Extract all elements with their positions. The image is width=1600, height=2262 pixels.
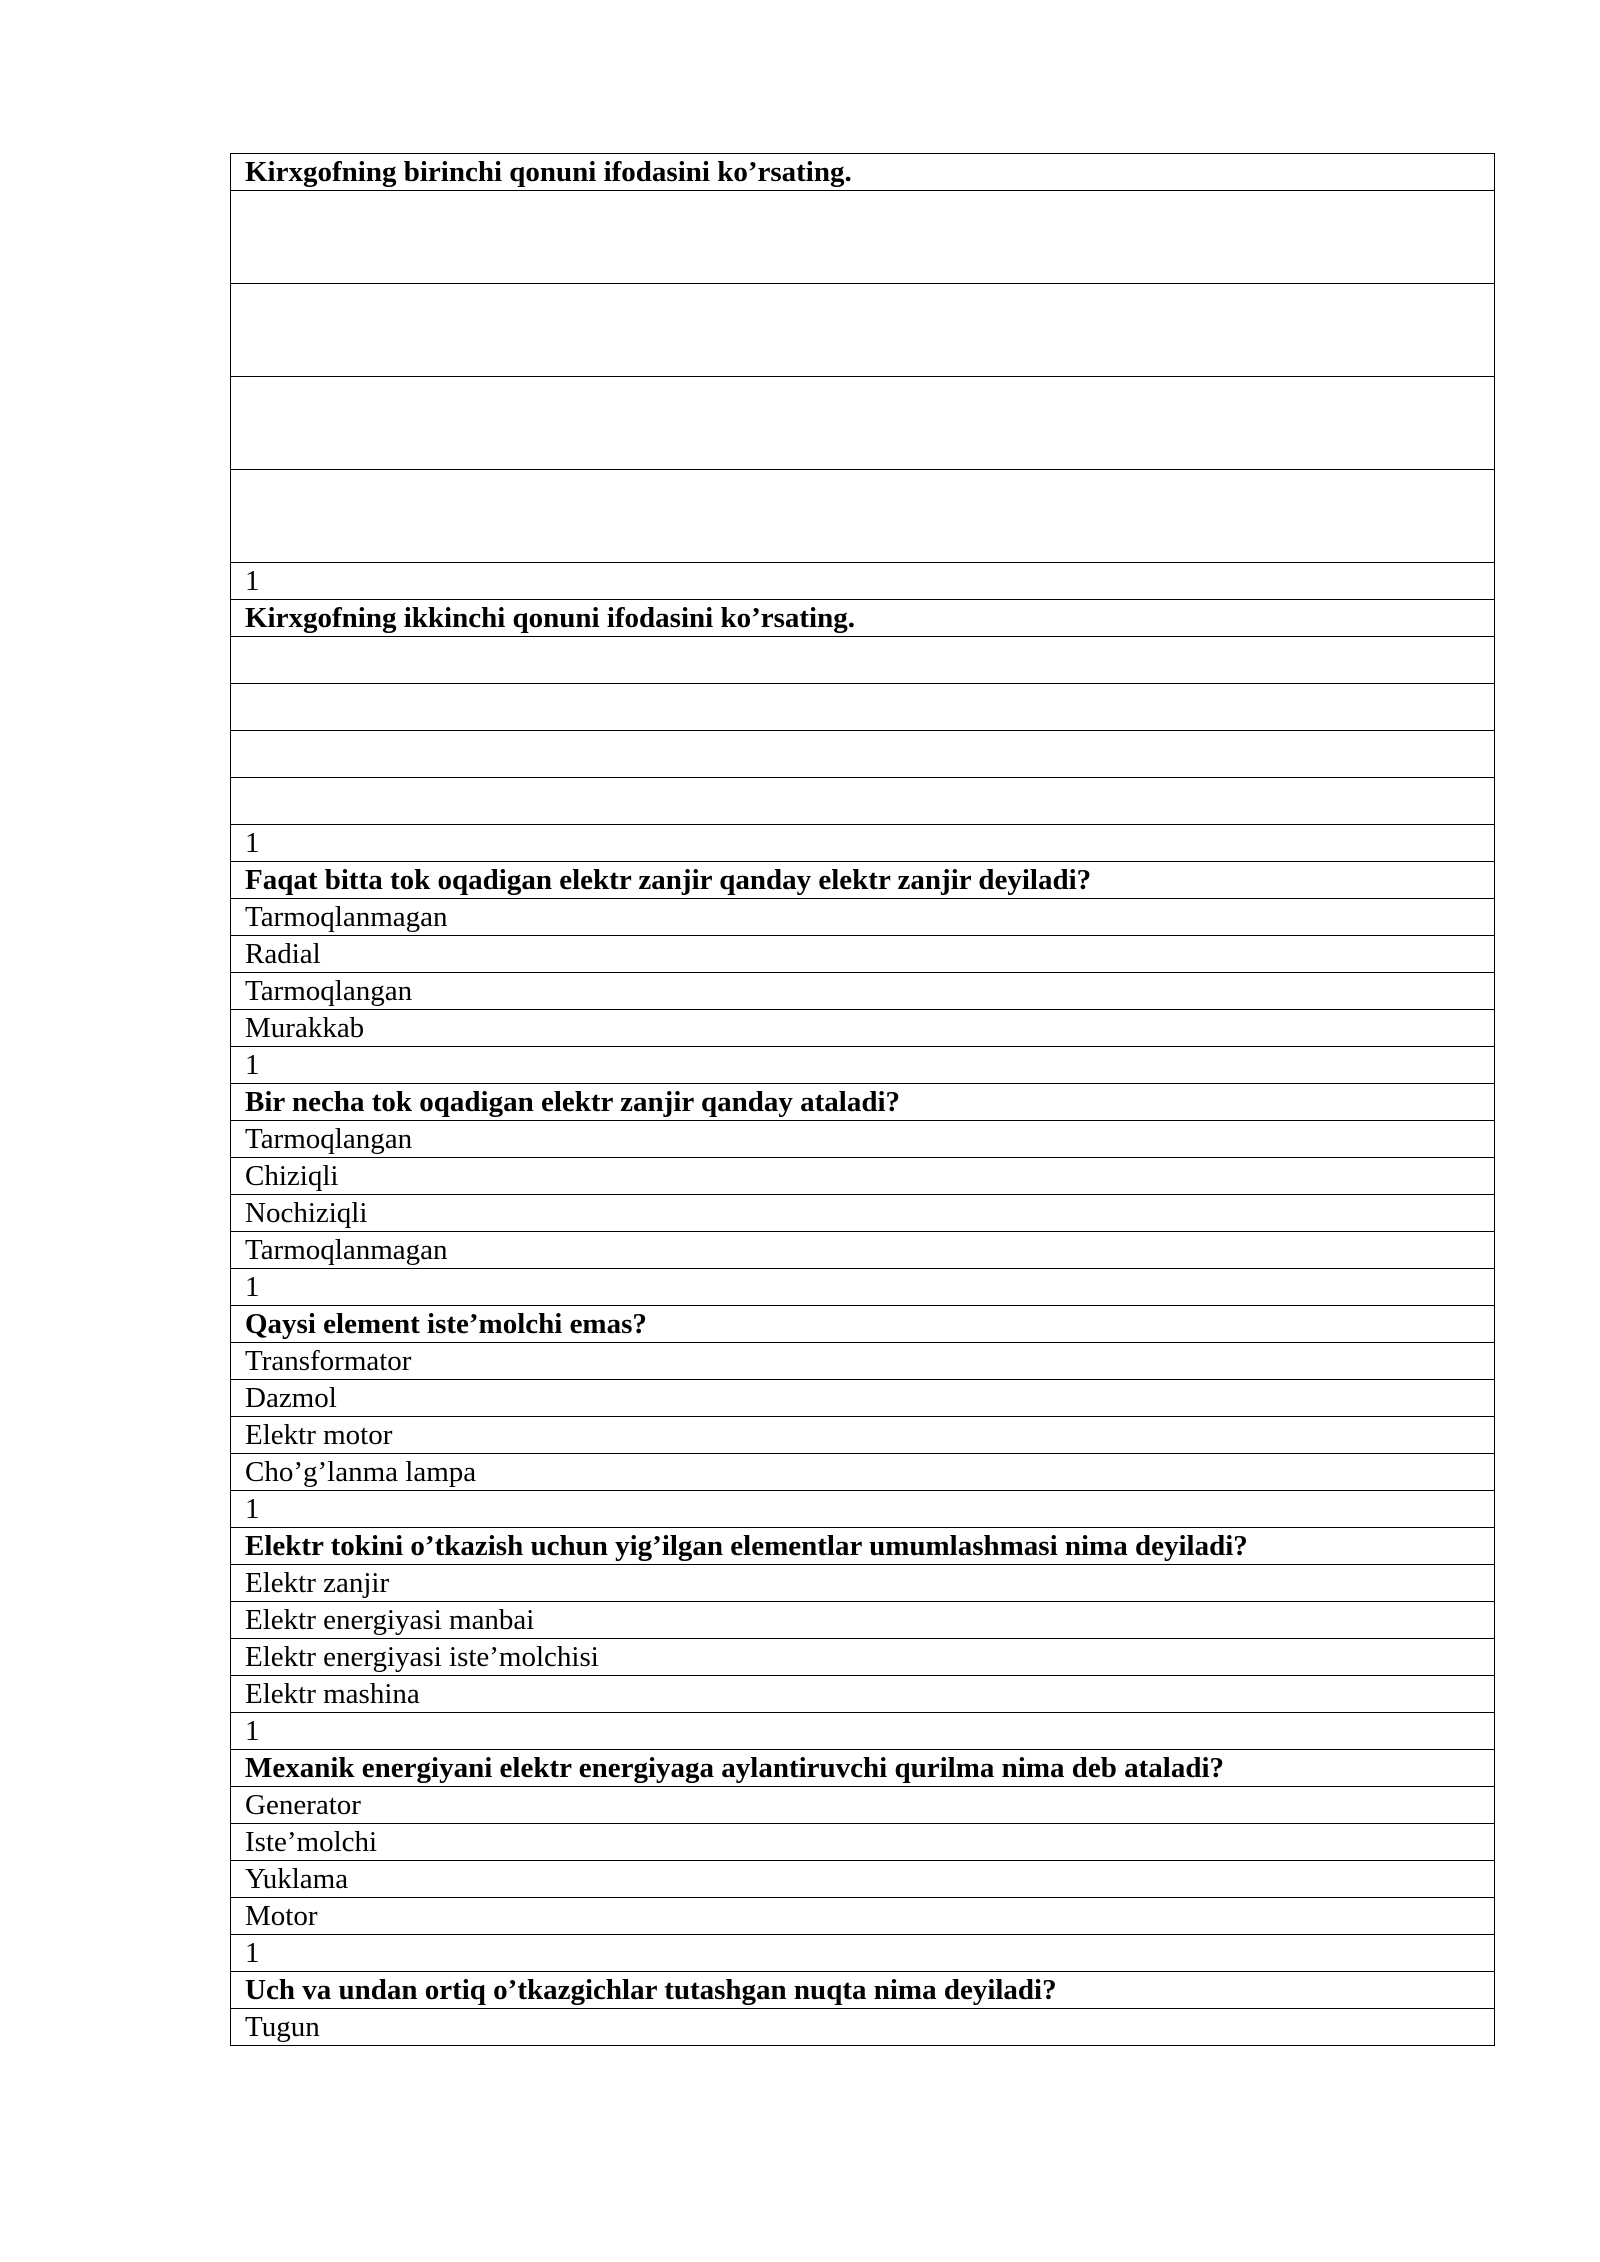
question-row xyxy=(231,154,1495,191)
score-row xyxy=(231,1269,1495,1306)
question-text: Kirxgofning ikkinchi qonuni ifodasini ko’rsating. xyxy=(231,600,1495,637)
answer-cell xyxy=(231,377,1495,470)
quiz-table xyxy=(230,153,1495,2046)
score-cell: 1 xyxy=(231,1491,1495,1528)
answer-row xyxy=(231,1232,1495,1269)
answer-option: Elektr energiyasi iste’molchisi xyxy=(231,1639,1495,1676)
answer-row xyxy=(231,1343,1495,1380)
answer-row xyxy=(231,778,1495,825)
answer-option: Elektr zanjir xyxy=(231,1565,1495,1602)
answer-row xyxy=(231,1380,1495,1417)
answer-option: Tarmoqlangan xyxy=(231,1121,1495,1158)
answer-cell xyxy=(231,778,1495,825)
question-text: Faqat bitta tok oqadigan elektr zanjir qanday elektr zanjir deyiladi? xyxy=(231,862,1495,899)
answer-cell xyxy=(231,637,1495,684)
answer-option: Elektr mashina xyxy=(231,1676,1495,1713)
score-cell: 1 xyxy=(231,1713,1495,1750)
answer-row xyxy=(231,684,1495,731)
answer-option: Tarmoqlanmagan xyxy=(231,899,1495,936)
answer-row xyxy=(231,1602,1495,1639)
answer-row xyxy=(231,1898,1495,1935)
question-row xyxy=(231,1750,1495,1787)
answer-option: Transformator xyxy=(231,1343,1495,1380)
answer-option: Elektr energiyasi manbai xyxy=(231,1602,1495,1639)
question-text: Mexanik energiyani elektr energiyaga aylantiruvchi qurilma nima deb ataladi? xyxy=(231,1750,1495,1787)
answer-option: Elektr motor xyxy=(231,1417,1495,1454)
score-row xyxy=(231,1491,1495,1528)
question-row xyxy=(231,1084,1495,1121)
score-cell: 1 xyxy=(231,1935,1495,1972)
answer-row xyxy=(231,973,1495,1010)
answer-option: Tugun xyxy=(231,2009,1495,2046)
answer-row xyxy=(231,731,1495,778)
answer-row xyxy=(231,191,1495,284)
question-row xyxy=(231,600,1495,637)
answer-row xyxy=(231,1158,1495,1195)
answer-row xyxy=(231,1121,1495,1158)
answer-row xyxy=(231,1565,1495,1602)
answer-cell xyxy=(231,684,1495,731)
score-row xyxy=(231,1935,1495,1972)
answer-cell xyxy=(231,470,1495,563)
answer-option: Tarmoqlangan xyxy=(231,973,1495,1010)
question-row xyxy=(231,1972,1495,2009)
question-text: Qaysi element iste’molchi emas? xyxy=(231,1306,1495,1343)
score-row xyxy=(231,1047,1495,1084)
question-text: Bir necha tok oqadigan elektr zanjir qanday ataladi? xyxy=(231,1084,1495,1121)
question-row xyxy=(231,1528,1495,1565)
answer-row xyxy=(231,1861,1495,1898)
score-row xyxy=(231,825,1495,862)
score-row xyxy=(231,563,1495,600)
answer-row xyxy=(231,637,1495,684)
answer-row xyxy=(231,284,1495,377)
answer-row xyxy=(231,1787,1495,1824)
answer-row xyxy=(231,377,1495,470)
answer-option: Iste’molchi xyxy=(231,1824,1495,1861)
answer-row xyxy=(231,1824,1495,1861)
score-cell: 1 xyxy=(231,1269,1495,1306)
answer-option: Tarmoqlanmagan xyxy=(231,1232,1495,1269)
answer-row xyxy=(231,936,1495,973)
answer-cell xyxy=(231,284,1495,377)
answer-option: Radial xyxy=(231,936,1495,973)
answer-row xyxy=(231,1010,1495,1047)
answer-row xyxy=(231,1639,1495,1676)
question-text: Elektr tokini o’tkazish uchun yig’ilgan elementlar umumlashmasi nima deyiladi? xyxy=(231,1528,1495,1565)
answer-option: Yuklama xyxy=(231,1861,1495,1898)
question-row xyxy=(231,862,1495,899)
answer-row xyxy=(231,2009,1495,2046)
answer-cell xyxy=(231,191,1495,284)
question-row xyxy=(231,1306,1495,1343)
answer-row xyxy=(231,470,1495,563)
answer-option: Nochiziqli xyxy=(231,1195,1495,1232)
question-text: Kirxgofning birinchi qonuni ifodasini ko’rsating. xyxy=(231,154,1495,191)
answer-row xyxy=(231,1417,1495,1454)
answer-option: Murakkab xyxy=(231,1010,1495,1047)
question-text: Uch va undan ortiq o’tkazgichlar tutashgan nuqta nima deyiladi? xyxy=(231,1972,1495,2009)
answer-option: Motor xyxy=(231,1898,1495,1935)
answer-row xyxy=(231,1676,1495,1713)
answer-row xyxy=(231,1454,1495,1491)
answer-cell xyxy=(231,731,1495,778)
answer-option: Chiziqli xyxy=(231,1158,1495,1195)
score-row xyxy=(231,1713,1495,1750)
answer-row xyxy=(231,1195,1495,1232)
score-cell: 1 xyxy=(231,825,1495,862)
answer-option: Generator xyxy=(231,1787,1495,1824)
answer-option: Cho’g’lanma lampa xyxy=(231,1454,1495,1491)
score-cell: 1 xyxy=(231,563,1495,600)
score-cell: 1 xyxy=(231,1047,1495,1084)
answer-option: Dazmol xyxy=(231,1380,1495,1417)
answer-row xyxy=(231,899,1495,936)
